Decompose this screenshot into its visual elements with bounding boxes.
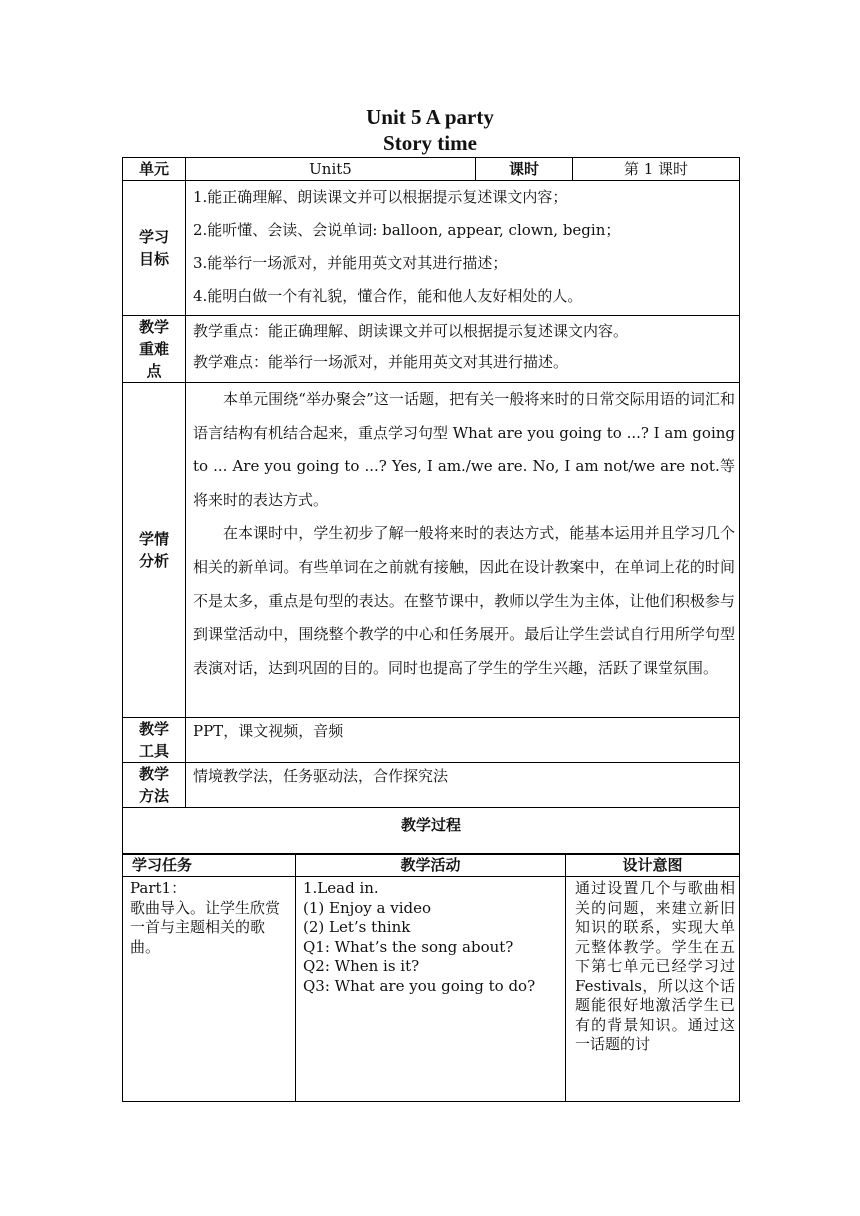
process-title-row bbox=[123, 808, 740, 855]
analysis-row bbox=[123, 383, 740, 718]
task-cell bbox=[123, 877, 296, 1102]
key-point-item: 教学重点：能正确理解、朗读课文并可以根据提示复述课文内容。 bbox=[193, 322, 629, 340]
unit-info-row bbox=[123, 158, 740, 181]
objectives-label: 学习目标 bbox=[123, 181, 186, 316]
unit-value: Unit5 bbox=[186, 158, 476, 181]
objectives-content bbox=[186, 181, 740, 316]
col-intent-header: 设计意图 bbox=[566, 854, 740, 877]
key-points-label: 教学重难点 bbox=[123, 316, 186, 383]
process-table bbox=[122, 853, 740, 1102]
lesson-plan-table bbox=[122, 157, 740, 855]
lesson-label: 课时 bbox=[476, 158, 573, 181]
key-point-item: 教学难点：能举行一场派对，并能用英文对其进行描述。 bbox=[193, 353, 569, 371]
process-header-row bbox=[123, 854, 740, 877]
activity-line: Q3: What are you going to do? bbox=[303, 976, 536, 995]
objective-item: 1.能正确理解、朗读课文并可以根据提示复述课文内容； bbox=[193, 188, 568, 206]
objective-item: 4.能明白做一个有礼貌，懂合作，能和他人友好相处的人。 bbox=[193, 287, 583, 305]
intent-cell bbox=[566, 877, 740, 1102]
lesson-value: 第 1 课时 bbox=[573, 158, 740, 181]
col-activity-header: 教学活动 bbox=[296, 854, 566, 877]
unit-label: 单元 bbox=[123, 158, 186, 181]
activity-line: (2) Let’s think bbox=[303, 918, 411, 936]
methods-row bbox=[123, 763, 740, 808]
activity-line: Q1: What’s the song about? bbox=[303, 937, 514, 956]
task-part: Part1： bbox=[130, 879, 187, 897]
activity-line: (1) Enjoy a video bbox=[303, 898, 432, 917]
process-row bbox=[123, 877, 740, 1102]
methods-label: 教学方法 bbox=[123, 763, 186, 808]
col-task-header: 学习任务 bbox=[123, 854, 296, 877]
document-subtitle: Story time bbox=[383, 131, 477, 155]
analysis-label: 学情分析 bbox=[123, 383, 186, 718]
objective-item: 3.能举行一场派对，并能用英文对其进行描述； bbox=[193, 254, 508, 272]
activity-cell bbox=[296, 877, 566, 1102]
analysis-content bbox=[186, 383, 740, 718]
methods-content: 情境教学法，任务驱动法，合作探究法 bbox=[186, 763, 740, 808]
task-description: 歌曲导入。让学生欣赏一首与主题相关的歌曲。 bbox=[130, 898, 281, 956]
key-points-content bbox=[186, 316, 740, 383]
tools-row bbox=[123, 718, 740, 763]
analysis-paragraph: 本单元围绕“举办聚会”这一话题，把有关一般将来时的日常交际用语的词汇和语言结构有机结合起来，重点学习句型 What are you going to ...? I am going to ... Are you going to ...? Yes, I am./we are. No, I am not/we are not.等将来时的表达方式。 bbox=[193, 390, 736, 509]
key-points-row bbox=[123, 316, 740, 383]
objective-item: 2.能听懂、会读、会说单词: balloon, appear, clown, begin； bbox=[193, 221, 621, 239]
analysis-paragraph: 在本课时中，学生初步了解一般将来时的表达方式，能基本运用并且学习几个相关的新单词。有些单词在之前就有接触，因此在设计教案中，在单词上花的时间不是太多，重点是句型的表达。在整节课中，教师以学生为主体，让他们积极参与到课堂活动中，围绕整个教学的中心和任务展开。最后让学生尝试自行用所学句型表演对话，达到巩固的目的。同时也提高了学生的学生兴趣，活跃了课堂氛围。 bbox=[193, 524, 735, 677]
activity-line: Q2: When is it? bbox=[303, 957, 420, 975]
document-title: Unit 5 A party bbox=[366, 105, 494, 129]
tools-content: PPT，课文视频，音频 bbox=[186, 718, 740, 763]
intent-text: 通过设置几个与歌曲相关的问题，来建立新旧知识的联系，实现大单元整体教学。学生在五下第七单元已经学习过Festivals，所以这个话题能很好地激活学生已有的背景知识。通过这一话题的讨 bbox=[575, 879, 735, 1053]
objectives-row bbox=[123, 181, 740, 316]
tools-label: 教学工具 bbox=[123, 718, 186, 763]
process-title: 教学过程 bbox=[123, 808, 740, 855]
activity-line: 1.Lead in. bbox=[303, 879, 379, 897]
